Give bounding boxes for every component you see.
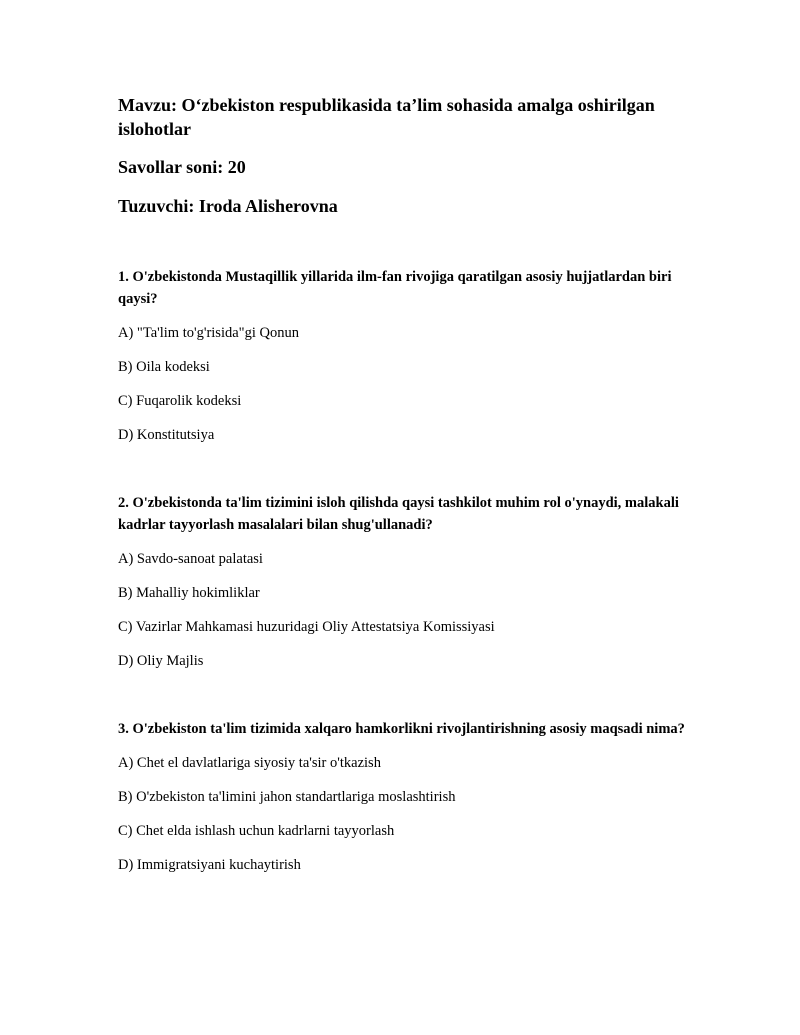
answer-option-d: D) Oliy Majlis bbox=[118, 653, 204, 669]
question-3 bbox=[118, 718, 688, 876]
answer-option-c: C) Fuqarolik kodeksi bbox=[118, 393, 242, 409]
answer-option-b: B) Mahalliy hokimliklar bbox=[118, 585, 260, 601]
answer-option-b: B) Oila kodeksi bbox=[118, 359, 210, 375]
question-2 bbox=[118, 492, 688, 672]
answer-option-a: A) Chet el davlatlariga siyosiy ta'sir o'tkazish bbox=[118, 755, 381, 771]
answer-option-d: D) Immigratsiyani kuchaytirish bbox=[118, 857, 301, 873]
question-text: 3. O'zbekiston ta'lim tizimida xalqaro hamkorlikni rivojlantirishning asosiy maqsadi nima? bbox=[118, 721, 685, 737]
topic-heading: Mavzu: O‘zbekiston respublikasida ta’lim sohasida amalga oshirilgan islohotlar bbox=[118, 95, 655, 139]
answer-option-b: B) O'zbekiston ta'limini jahon standartlariga moslashtirish bbox=[118, 789, 456, 805]
answer-option-d: D) Konstitutsiya bbox=[118, 427, 215, 443]
question-1 bbox=[118, 266, 688, 446]
document-content bbox=[118, 93, 688, 888]
answer-option-a: A) Savdo-sanoat palatasi bbox=[118, 551, 263, 567]
answer-option-c: C) Vazirlar Mahkamasi huzuridagi Oliy Attestatsiya Komissiyasi bbox=[118, 619, 495, 635]
question-count-heading: Savollar soni: 20 bbox=[118, 157, 246, 177]
author-heading: Tuzuvchi: Iroda Alisherovna bbox=[118, 196, 338, 216]
answer-option-a: A) "Ta'lim to'g'risida"gi Qonun bbox=[118, 325, 299, 341]
question-text: 1. O'zbekistonda Mustaqillik yillarida ilm-fan rivojiga qaratilgan asosiy hujjatlardan biri qaysi? bbox=[118, 269, 672, 307]
question-text: 2. O'zbekistonda ta'lim tizimini isloh qilishda qaysi tashkilot muhim rol o'ynaydi, malakali kadrlar tayyorlash masalalari bilan shug'ullanadi? bbox=[118, 495, 679, 533]
answer-option-c: C) Chet elda ishlash uchun kadrlarni tayyorlash bbox=[118, 823, 395, 839]
